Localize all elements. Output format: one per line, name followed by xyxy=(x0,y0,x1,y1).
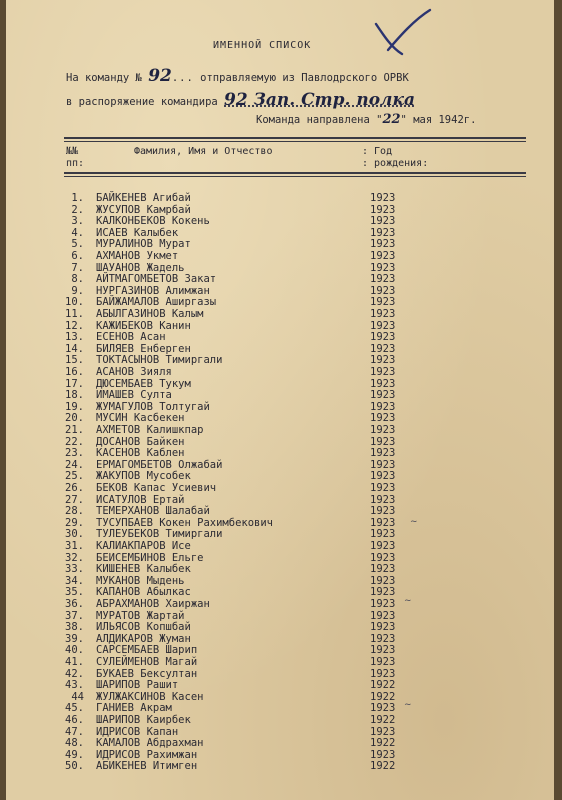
list-row xyxy=(62,344,532,355)
col-number-header xyxy=(66,146,84,170)
list-row-name: ДОСАНОВ Байкен xyxy=(96,435,185,448)
list-row xyxy=(62,355,532,366)
list-row-number: 24. xyxy=(65,458,84,471)
list-row-year: 1923 xyxy=(370,458,396,471)
list-row-number: 9. xyxy=(71,284,84,297)
list-row-year: 1923 xyxy=(370,250,396,262)
list-row-year: 1923 xyxy=(370,702,396,715)
list-row xyxy=(62,680,532,691)
list-row-name: КАЖИБЕКОВ Канин xyxy=(96,319,191,332)
list-row xyxy=(62,541,532,552)
list-row-year: 1923 xyxy=(370,354,396,367)
list-row xyxy=(62,634,532,645)
list-row-number: 34. xyxy=(65,574,84,587)
list-row-year: 1923 xyxy=(370,342,396,355)
list-row-number: 8. xyxy=(71,273,84,286)
list-row-name: ЕРМАГОМБЕТОВ Олжабай xyxy=(96,458,223,471)
list-row xyxy=(62,727,532,738)
list-row xyxy=(62,483,532,494)
list-row-number: 48. xyxy=(65,737,84,750)
list-row-year: 1922 xyxy=(370,679,396,692)
list-row-year: 1923 xyxy=(370,574,396,587)
date-line: Команда направлена "22" мая 1942г. xyxy=(256,112,477,127)
list-row-name: ТУЛЕУБЕКОВ Тимиргали xyxy=(96,528,223,541)
list-row xyxy=(62,205,532,216)
list-row-year: 1923 xyxy=(370,551,396,564)
col-number-line2: пп: xyxy=(66,158,85,169)
list-row-number: 27. xyxy=(65,493,84,506)
list-row-name: МУРАЛИНОВ Мурат xyxy=(96,238,191,251)
list-row-number: 12. xyxy=(65,319,84,332)
list-row xyxy=(62,645,532,656)
list-row-name: ШАРИПОВ Каирбек xyxy=(96,714,191,726)
list-row-year: 1923 xyxy=(370,528,396,541)
list-row xyxy=(62,587,532,598)
list-row-year: 1923 xyxy=(370,377,396,390)
team-number: 92 xyxy=(148,66,172,86)
list-row xyxy=(62,251,532,262)
list-row-number: 44 xyxy=(71,690,84,703)
col-number-line1: №№ xyxy=(66,146,79,157)
list-row-year: 1923 xyxy=(370,493,396,506)
list-row-name: ЖУМАГУЛОВ Толтугай xyxy=(96,400,210,413)
list-row-number: 37. xyxy=(65,609,84,622)
list-row-number: 23. xyxy=(65,447,84,460)
list-row-number: 21. xyxy=(65,424,84,436)
list-row-year: 1923 xyxy=(370,319,396,332)
list-row-number: 30. xyxy=(65,528,84,541)
date-day: 22 xyxy=(382,112,401,127)
date-suffix: мая 1942г. xyxy=(413,114,477,126)
list-row-number: 31. xyxy=(65,540,84,552)
list-row-year: 1923 xyxy=(370,632,396,645)
list-row-name: ТУСУПБАЕВ Кокен Рахимбекович xyxy=(96,516,274,529)
list-row-number: 15. xyxy=(65,354,84,367)
list-row-year: 1923 xyxy=(370,331,396,344)
list-row-year: 1922 xyxy=(370,714,396,726)
col-year-line1: : Год xyxy=(362,146,393,157)
list-row-number: 2. xyxy=(71,203,84,216)
list-row-name: КАПАНОВ Абылкас xyxy=(96,586,191,599)
list-row xyxy=(62,263,532,274)
list-row-number: 17. xyxy=(65,377,84,390)
list-row-number: 40. xyxy=(65,644,84,657)
list-row-name: ТЕМЕРХАНОВ Шалабай xyxy=(96,505,210,518)
list-row-year: 1923 xyxy=(370,482,396,494)
list-row xyxy=(62,576,532,587)
list-row xyxy=(62,309,532,320)
list-row-number: 28. xyxy=(65,505,84,518)
commander-prefix: в распоряжение командира xyxy=(66,96,218,108)
list-row-name: БАЙКЕНЕВ Агибай xyxy=(96,192,191,204)
list-row-number: 16. xyxy=(65,366,84,378)
list-row-name: ГАНИЕВ Акрам xyxy=(96,702,172,715)
list-row-name: ЖАКУПОВ Мусобек xyxy=(96,470,191,483)
header-rule-bottom xyxy=(64,172,526,174)
list-row-number: 25. xyxy=(65,470,84,483)
list-row-name: ТОКТАСЫНОВ Тимиргали xyxy=(96,354,223,367)
col-name-header: Фамилия, Имя и Отчество xyxy=(134,146,273,157)
list-row-name: БИЛЯЕВ Енберген xyxy=(96,342,191,355)
list-row-number: 42. xyxy=(65,667,84,680)
list-row-number: 3. xyxy=(71,215,84,228)
list-row-year: 1923 xyxy=(370,400,396,413)
list-row-year: 1923 xyxy=(370,586,396,599)
list-row-name: КАСЕНОВ Каблен xyxy=(96,447,185,460)
list-row-number: 14. xyxy=(65,342,84,355)
list-row-name: БЕКОВ Капас Усиевич xyxy=(96,482,217,494)
list-row-number: 18. xyxy=(65,389,84,402)
list-row xyxy=(62,495,532,506)
list-row-year: 1922 xyxy=(370,737,396,750)
list-row-number: 22. xyxy=(65,435,84,448)
list-row-year: 1923 xyxy=(370,273,396,286)
list-row xyxy=(62,425,532,436)
list-row-number: 5. xyxy=(71,238,84,251)
list-row-year: 1923 xyxy=(370,748,396,761)
list-row-year: 1923 xyxy=(370,192,396,204)
list-row-year: 1923 xyxy=(370,540,396,552)
list-row-year: 1923 xyxy=(370,516,396,529)
list-row xyxy=(62,297,532,308)
list-row-number: 38. xyxy=(65,621,84,634)
list-row-name: ШАУАНОВ Жадель xyxy=(96,261,185,274)
list-row xyxy=(62,239,532,250)
list-row xyxy=(62,332,532,343)
document-title: ИМЕННОЙ СПИСОК xyxy=(213,40,312,51)
list-row-year: 1923 xyxy=(370,667,396,680)
list-row xyxy=(62,529,532,540)
list-row xyxy=(62,437,532,448)
list-row-name: КАЛКОНБЕКОВ Кокень xyxy=(96,215,210,228)
list-row xyxy=(62,564,532,575)
team-dots: ... xyxy=(171,72,194,84)
list-row-number: 26. xyxy=(65,482,84,494)
list-row-year: 1923 xyxy=(370,308,396,320)
list-row-number: 7. xyxy=(71,261,84,274)
list-row-number: 50. xyxy=(65,760,84,773)
list-row xyxy=(62,518,532,529)
list-row-year: 1923 xyxy=(370,447,396,460)
col-year-line2: : рождения: xyxy=(362,158,429,169)
list-row-number: 49. xyxy=(65,748,84,761)
document-page xyxy=(6,0,554,800)
header-rule-top-2 xyxy=(64,141,526,142)
list-row-name: ИСАЕВ Калыбек xyxy=(96,226,179,239)
list-row-year: 1923 xyxy=(370,644,396,657)
list-row-number: 43. xyxy=(65,679,84,692)
list-row-year: 1923 xyxy=(370,424,396,436)
col-year-header xyxy=(362,146,428,170)
list-row xyxy=(62,622,532,633)
list-row-name: ЖУСУПОВ Камрбай xyxy=(96,203,191,216)
list-row-number: 41. xyxy=(65,656,84,668)
list-row xyxy=(62,471,532,482)
list-row xyxy=(62,750,532,761)
list-row-name: ИДРИСОВ Рахимжан xyxy=(96,748,198,761)
list-row xyxy=(62,657,532,668)
list-row-year: 1923 xyxy=(370,563,396,576)
team-line xyxy=(66,66,409,86)
list-row xyxy=(62,715,532,726)
list-row xyxy=(62,390,532,401)
list-row xyxy=(62,611,532,622)
commander-line xyxy=(66,90,415,110)
list-row-number: 46. xyxy=(65,714,84,726)
header-rule-top xyxy=(64,137,526,139)
list-row xyxy=(62,506,532,517)
list-row xyxy=(62,321,532,332)
list-row-name: МУРАТОВ Жартай xyxy=(96,609,185,622)
list-row-year: 1922 xyxy=(370,760,396,773)
regiment-handwritten: 92 Зап. Стр. полка xyxy=(224,90,415,110)
list-row-number: 1. xyxy=(71,192,84,204)
list-row-name: ЕСЕНОВ Асан xyxy=(96,331,166,344)
list-row-name: БЕИСЕМБИНОВ Ельге xyxy=(96,551,204,564)
list-row-number: 36. xyxy=(65,598,84,610)
list-row-year: 1923 xyxy=(370,656,396,668)
list-row-year: 1923 xyxy=(370,621,396,634)
list-row-name: ИЛЬЯСОВ Копшбай xyxy=(96,621,191,634)
list-row-number: 11. xyxy=(65,308,84,320)
list-row xyxy=(62,379,532,390)
list-row-name: САРСЕМБАЕВ Шарип xyxy=(96,644,198,657)
list-row-year: 1923 xyxy=(370,215,396,228)
list-row-name: СУЛЕЙМЕНОВ Магай xyxy=(96,656,198,668)
list-row-year: 1923 xyxy=(370,366,396,378)
list-row-number: 4. xyxy=(71,226,84,239)
list-row-name: МУСИН Касбекен xyxy=(96,412,185,425)
list-row-year: 1923 xyxy=(370,261,396,274)
list-row xyxy=(62,274,532,285)
list-row xyxy=(62,402,532,413)
list-row-name: АХМЕТОВ Калишкпар xyxy=(96,424,204,436)
list-row-name: КАМАЛОВ Абдрахман xyxy=(96,737,204,750)
list-row xyxy=(62,216,532,227)
list-row-name: АБИКЕНЕВ Итимген xyxy=(96,760,198,773)
team-prefix: На команду № xyxy=(66,72,142,84)
list-row-number: 6. xyxy=(71,250,84,262)
list-row-year: 1923 xyxy=(370,389,396,402)
list-row-name: АЛДИКАРОВ Жуман xyxy=(96,632,191,645)
list-row-name: ИДРИСОВ Капан xyxy=(96,725,179,738)
handwritten-check-mark xyxy=(368,6,438,58)
list-row xyxy=(62,553,532,564)
list-row-name: ИСАТУЛОВ Ертай xyxy=(96,493,185,506)
list-row xyxy=(62,669,532,680)
list-row xyxy=(62,703,532,714)
list-row-name: КИШЕНЕВ Калыбек xyxy=(96,563,191,576)
list-row xyxy=(62,193,532,204)
handwritten-margin-note: ~ xyxy=(404,700,412,710)
list-row-name: АХМАНОВ Укмет xyxy=(96,250,179,262)
list-row-year: 1923 xyxy=(370,412,396,425)
list-row-year: 1923 xyxy=(370,505,396,518)
handwritten-margin-note: ~ xyxy=(404,596,412,606)
list-row-year: 1922 xyxy=(370,690,396,703)
list-row-number: 29. xyxy=(65,516,84,529)
list-row-year: 1923 xyxy=(370,435,396,448)
list-row-name: АБРАХМАНОВ Хаиржан xyxy=(96,598,210,610)
team-suffix: отправляемую из Павлодрского ОРВК xyxy=(200,72,409,84)
list-row xyxy=(62,448,532,459)
list-row-name: НУРГАЗИНОВ Алимжан xyxy=(96,284,210,297)
list-row-number: 32. xyxy=(65,551,84,564)
list-row xyxy=(62,367,532,378)
list-row-number: 33. xyxy=(65,563,84,576)
date-prefix: Команда направлена xyxy=(256,114,370,126)
list-row-year: 1923 xyxy=(370,296,396,309)
list-row-name: АБЫЛГАЗИНОВ Калым xyxy=(96,308,204,320)
list-row-number: 19. xyxy=(65,400,84,413)
list-row-year: 1923 xyxy=(370,203,396,216)
list-row-number: 13. xyxy=(65,331,84,344)
list-row-year: 1923 xyxy=(370,284,396,297)
list-row-year: 1923 xyxy=(370,725,396,738)
list-row-name: АЙТМАГОМБЕТОВ Закат xyxy=(96,273,217,286)
list-row-name: БУКАЕВ Бексултан xyxy=(96,667,198,680)
list-row-name: МУКАНОВ Мыдень xyxy=(96,574,185,587)
list-row-number: 35. xyxy=(65,586,84,599)
list-row-number: 39. xyxy=(65,632,84,645)
handwritten-margin-note: ~ xyxy=(410,517,418,527)
list-row-year: 1923 xyxy=(370,598,396,610)
list-row-name: ШАРИПОВ Рашит xyxy=(96,679,179,692)
list-row xyxy=(62,228,532,239)
list-row-name: ИМАШЕВ Султа xyxy=(96,389,172,402)
list-row xyxy=(62,761,532,772)
list-row-name: БАЙЖАМАЛОВ Аширгазы xyxy=(96,296,217,309)
list-row xyxy=(62,460,532,471)
list-row xyxy=(62,738,532,749)
list-row-name: КАЛИАКПАРОВ Исе xyxy=(96,540,191,552)
list-row-name: ЖУЛЖАКСИНОВ Касен xyxy=(96,690,204,703)
list-row-year: 1923 xyxy=(370,238,396,251)
list-row-year: 1923 xyxy=(370,609,396,622)
list-row-year: 1923 xyxy=(370,470,396,483)
list-row xyxy=(62,599,532,610)
list-row xyxy=(62,692,532,703)
list-row-number: 47. xyxy=(65,725,84,738)
list-row-name: АСАНОВ Зияля xyxy=(96,366,172,378)
list-row-name: ДЮСЕМБАЕВ Тукум xyxy=(96,377,191,390)
header-rule-bottom-2 xyxy=(64,176,526,177)
list-row xyxy=(62,413,532,424)
list-row-number: 10. xyxy=(65,296,84,309)
list-row-number: 20. xyxy=(65,412,84,425)
list-row-year: 1923 xyxy=(370,226,396,239)
list-row-number: 45. xyxy=(65,702,84,715)
